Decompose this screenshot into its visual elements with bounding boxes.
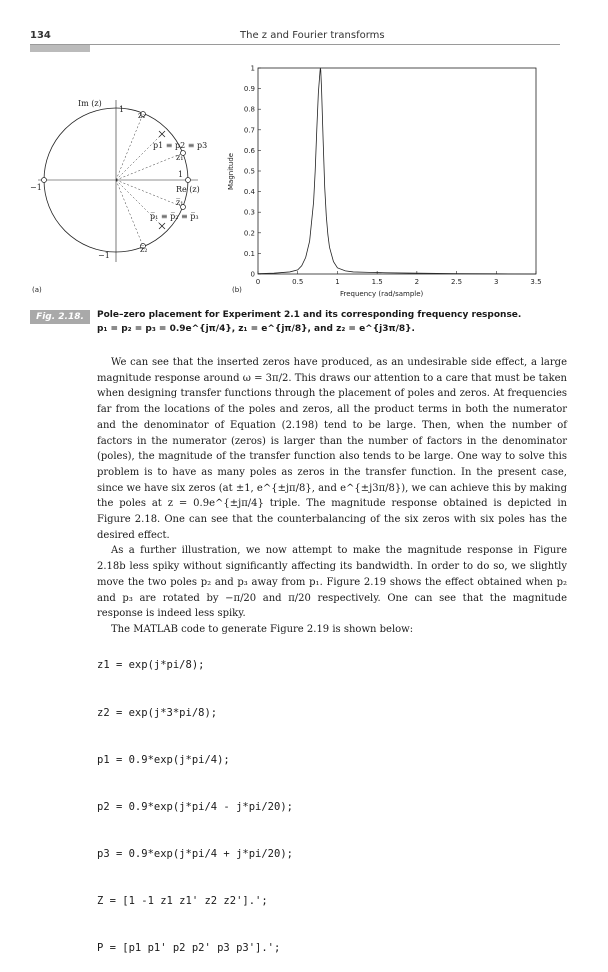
code-line: z2 = exp(j*3*pi/8); <box>97 706 218 719</box>
dash-z1-bar <box>116 180 183 207</box>
x-tick-label: 1 <box>335 278 340 286</box>
x-tick-label: 2 <box>414 278 420 286</box>
panel-b-label: (b) <box>232 286 242 294</box>
paragraph-3: The MATLAB code to generate Figure 2.19 is shown below: <box>111 623 414 635</box>
y-tick-label: 0.1 <box>243 249 255 258</box>
matlab-code-block <box>97 627 293 972</box>
plot-frame <box>258 68 536 274</box>
y-tick-label: 0.8 <box>243 105 255 114</box>
z1-top-label: z₁ <box>176 153 184 162</box>
y-tick-label: 0.5 <box>243 167 255 176</box>
paragraph-1: We can see that the inserted zeros have produced, as an undesirable side effect, a large magnitude response around ω = 3π/2. This draws our attention to a care that must be taken when designing transfer functions through the placement of poles and zeros. At frequencies far from the locations of the poles and zeros, all the product terms in both the numerator and the denominator of Equation (2.198) tend to be large. Then, when the number of factors in the numerator (zeros) is larger than the number of factors in the denominator (poles), the magnitude of the transfer function also tends to be large. One way to solve this problem is to have as many poles as zeros in the transfer function. In the present case, since we have six zeros (at ±1, e^{±jπ/8}, and e^{±j3π/8}), we can achieve this by making the poles at z = 0.9e^{±jπ/4} triple. The magnitude response obtained is depicted in Figure 2.18. One can see that the counterbalancing of the six zeros with six poles has the desired effect. <box>97 357 567 541</box>
y-tick-label: 0.2 <box>243 229 255 238</box>
running-title: The z and Fourier transforms <box>240 30 385 41</box>
zero-plus-one <box>186 178 191 183</box>
tick-minus-one-left: −1 <box>30 183 42 192</box>
x-tick-label: 2.5 <box>451 278 463 286</box>
body-text <box>97 355 567 638</box>
tick-minus-one-bottom: −1 <box>98 251 110 260</box>
code-line: p1 = 0.9*exp(j*pi/4); <box>97 753 230 766</box>
magnitude-curve <box>258 68 536 274</box>
x-tick-label: 0.5 <box>292 278 304 286</box>
tick-one-right: 1 <box>178 170 184 179</box>
dash-z2-bar <box>116 180 143 246</box>
x-tick-label: 3.5 <box>530 278 542 286</box>
re-axis-label: Re (z) <box>176 185 200 194</box>
y-tick-label: 0.9 <box>243 85 255 94</box>
figure-caption-title: Pole–zero placement for Experiment 2.1 and its corresponding frequency response. <box>97 310 522 320</box>
header-rule <box>30 44 560 45</box>
z1-bottom-label: z̅₁ <box>176 198 184 207</box>
y-axis-label: Magnitude <box>227 152 235 190</box>
panel-a-label: (a) <box>32 286 42 294</box>
y-tick-label: 0.6 <box>243 146 255 155</box>
code-line: P = [p1 p1' p2 p2' p3 p3'].'; <box>97 941 281 954</box>
paragraph-2: As a further illustration, we now attempt to make the magnitude response in Figure 2.18b less spiky without significantly affecting its bandwidth. In order to do so, we slightly move the two poles p₂ and p₃ away from p₁. Figure 2.19 shows the effect obtained when p₂ and p₃ are rotated by −π/20 and π/20 respectively. One can see that the magnitude response is indeed less spiky. <box>97 545 567 620</box>
y-tick-label: 0.4 <box>243 188 255 197</box>
x-tick-label: 1.5 <box>371 278 383 286</box>
pole-top <box>159 131 165 137</box>
z2-top-label: z₂ <box>138 111 146 120</box>
z2-bottom-label: z̅₂ <box>140 245 148 254</box>
pole-zero-plot <box>28 80 248 320</box>
pole-bottom <box>159 223 165 229</box>
figure-caption-tag: Fig. 2.18. <box>30 310 90 324</box>
y-tick-label: 0.3 <box>243 208 255 217</box>
figure-caption-equation: p₁ = p₂ = p₃ = 0.9e^{jπ/4}, z₁ = e^{jπ/8}, and z₂ = e^{j3π/8}. <box>97 324 415 334</box>
header-bar <box>30 45 90 52</box>
x-tick-label: 3 <box>494 278 499 286</box>
page-number: 134 <box>30 30 51 41</box>
y-tick-label: 0.7 <box>243 126 255 135</box>
dash-z2 <box>116 114 143 180</box>
code-line: p2 = 0.9*exp(j*pi/4 - j*pi/20); <box>97 800 293 813</box>
x-tick-label: 0 <box>255 278 261 286</box>
tick-one-top: 1 <box>119 105 125 114</box>
code-line: z1 = exp(j*pi/8); <box>97 659 205 672</box>
p-bottom-label: p̅₁ ≡ p̅₂ ≡ p̅₃ <box>150 212 199 221</box>
zero-minus-one <box>42 178 47 183</box>
code-line: p3 = 0.9*exp(j*pi/4 + j*pi/20); <box>97 847 293 860</box>
code-line: Z = [1 -1 z1 z1' z2 z2'].'; <box>97 894 268 907</box>
unit-circle-group <box>38 100 198 262</box>
y-tick-label: 1 <box>250 64 255 73</box>
frequency-response-chart <box>227 60 556 300</box>
x-axis-label: Frequency (rad/sample) <box>340 290 424 298</box>
y-tick-label: 0 <box>250 270 255 279</box>
p-top-label: p1 ≡ p2 ≡ p3 <box>153 141 208 150</box>
im-axis-label: Im (z) <box>78 99 102 108</box>
dash-z1 <box>116 153 183 180</box>
